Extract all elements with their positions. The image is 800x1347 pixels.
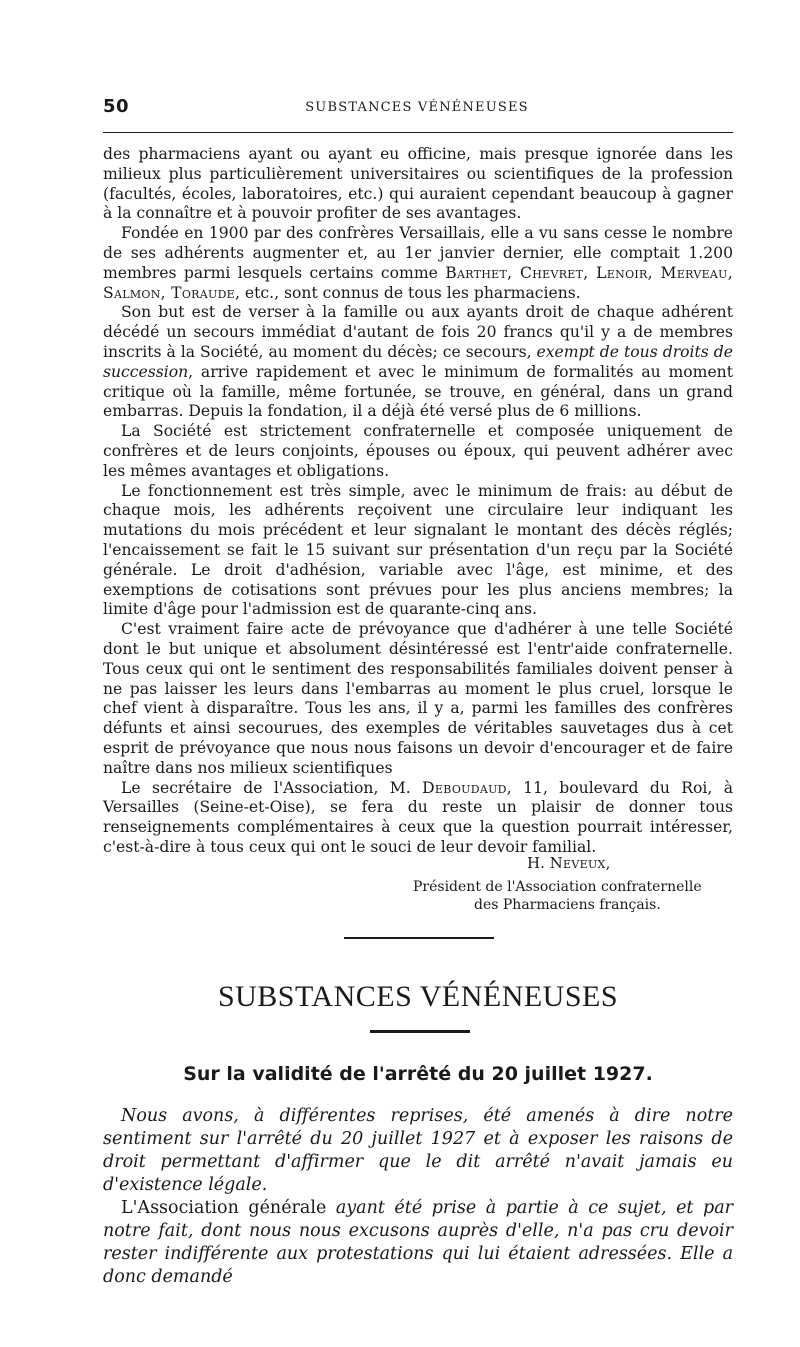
running-title: SUBSTANCES VÉNÉNEUSES [305, 100, 529, 115]
paragraph-5: Le fonctionnement est très simple, avec le minimum de frais: au début de chaque mois, les adhérents reçoivent une circulaire leur indiquant les mutations du mois précédent et leur signalant le montant des décès réglés; l'encaissement se fait le 15 suivant sur présentation d'un reçu par la Société générale. Le droit d'adhésion, variable avec l'âge, est minime, et des exemptions de cotisations sont prévues pour les plus anciens membres; la limite d'âge pour l'admission est de quarante-cinq ans. [103, 481, 733, 619]
paragraph-3-text-a: Son but est de verser à la famille ou aux ayants droit de chaque adhérent décédé un secours immédiat d'autant de fois 20 francs qu'il y a de membres inscrits à la Société, au moment du décès; ce secours, [103, 303, 733, 361]
signature-surname: Neveux [549, 854, 606, 872]
paragraph-7-text-b: , 11, boulevard du Roi, à Versailles (Seine-et-Oise), se fera du reste un plaisir de donner tous renseignements complémentaires à ceux que la question pourrait intéresser, c'est-à-dire à tous ceux qui ont le souci de leur devoir familial. [103, 778, 733, 856]
header-rule [103, 132, 733, 133]
body-text [103, 145, 733, 858]
paragraph-2 [103, 224, 733, 303]
signature-initial: H. [527, 854, 550, 872]
section-title: SUBSTANCES VÉNÉNEUSES [217, 980, 619, 1013]
paragraph-7-text-a: Le secrétaire de l'Association, M. [121, 778, 423, 797]
section-separator [344, 937, 494, 939]
signature-name [527, 853, 610, 873]
secretary-name: Deboudaud [422, 778, 507, 797]
paragraph-2-text-b: , etc., sont connus de tous les pharmaciens. [235, 283, 581, 302]
paragraph-3-text-b: , arrive rapidement et avec le minimum de formalités au moment critique où la famille, même fortunée, se trouve, en général, dans un grand embarras. Depuis la fondation, il a déjà été versé plus de 6 millions. [103, 362, 733, 421]
article-paragraph-1 [103, 1105, 733, 1197]
running-head [103, 96, 731, 120]
page-number: 50 [103, 96, 130, 117]
paragraph-3-emphasis: exempt de tous droits de succession [103, 342, 733, 381]
article-paragraph-2-text-a: L'Association générale [121, 1198, 336, 1218]
paragraph-6: C'est vraiment faire acte de prévoyance que d'adhérer à une telle Société dont le but unique et absolument désintéressé est l'entr'aide confraternelle. Tous ceux qui ont le sentiment des responsabilités familiales doivent penser à ne pas laisser les leurs dans l'embarras au moment le plus cruel, lorsque le chef vient à disparaître. Tous les ans, il y a, parmi les familles des confrères défunts et ainsi secourues, des exemples de véritables sauvetages dus à cet esprit de prévoyance que nous nous faisons un devoir d'encourager et de faire naître dans nos milieux scientifiques [103, 620, 733, 777]
signature-title-line-2: des Pharmaciens français. [474, 897, 661, 913]
article-text [103, 1105, 733, 1289]
member-names: Barthet, Chevret, Lenoir, Merveau, Salmon, Toraude [103, 263, 733, 302]
paragraph-7 [103, 779, 733, 858]
article-paragraph-1-text: Nous avons, à différentes reprises, été amenés à dire notre sentiment sur l'arrêté du 20 juillet 1927 et à exposer les raisons de droit permettant d'affirmer que le dit arrêté n'avait jamais eu d'existence légale. [103, 1106, 733, 1195]
signature-title-line-1: Président de l'Association confraternelle [413, 879, 702, 895]
paragraph-3 [103, 303, 733, 422]
paragraph-4: La Société est strictement confraternelle et composée uniquement de confrères et de leurs conjoints, épouses ou époux, qui peuvent adhérer avec les mêmes avantages et obligations. [103, 422, 733, 480]
article-paragraph-2 [103, 1197, 733, 1289]
article-paragraph-2-emphasis: ayant été prise à partie à ce sujet, et par notre fait, dont nous nous excusons auprès d'elle, n'a pas cru devoir rester indifférente aux protestations qui lui étaient adressées. Elle a donc demandé [103, 1198, 733, 1287]
signature-comma: , [605, 854, 611, 872]
paragraph-2-text-a: Fondée en 1900 par des confrères Versaillais, elle a vu sans cesse le nombre de ses adhérents augmenter et, au 1er janvier dernier, elle comptait 1.200 membres parmi lesquels certains comme [103, 224, 733, 282]
paragraph-1: des pharmaciens ayant ou ayant eu officine, mais presque ignorée dans les milieux plus particulièrement universitaires ou scientifiques de la profession (facultés, écoles, laboratoires, etc.) qui auraient cependant beaucoup à gagner à la connaître et à pouvoir profiter de ses avantages. [103, 145, 733, 223]
section-title-rule [370, 1030, 470, 1033]
article-title: Sur la validité de l'arrêté du 20 juillet 1927. [183, 1063, 653, 1085]
